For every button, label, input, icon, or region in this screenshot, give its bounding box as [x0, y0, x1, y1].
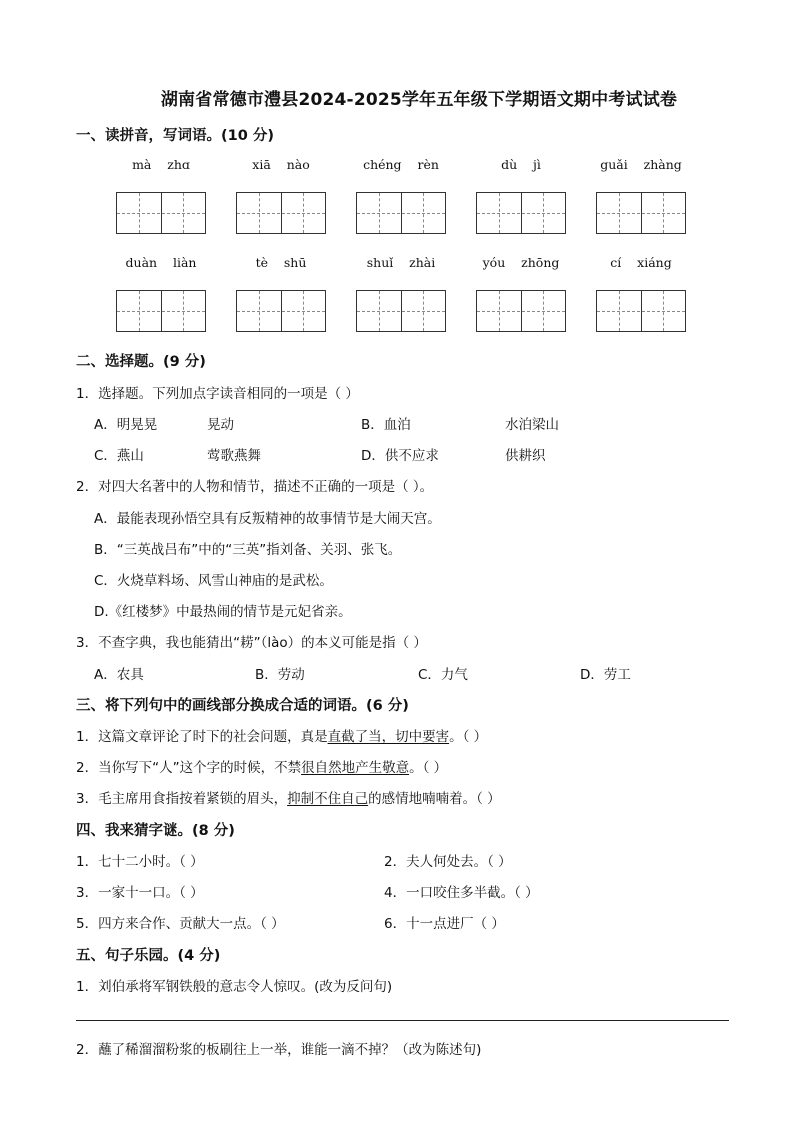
q2-1-stem: 1．选择题。下列加点字读音相同的一项是（ ）: [76, 386, 359, 402]
grid-line: [477, 311, 565, 312]
q2-1-option-b1: B．血泊: [361, 417, 411, 433]
pinyin-label: yóu zhōng: [482, 255, 560, 270]
q5-sentence-1: 1．刘伯承将军钢铁般的意志令人惊叹。(改为反问句): [76, 979, 393, 995]
page-title: 湖南省常德市澧县2024-2025学年五年级下学期语文期中考试试卷: [160, 90, 678, 110]
pinyin-label: tè shū: [255, 255, 307, 270]
tianzige-box[interactable]: [476, 192, 566, 234]
riddle-1: 1．七十二小时。（ ）: [76, 854, 204, 870]
q2-2-option-d: D.《红楼梦》中最热闹的情节是元妃省亲。: [94, 604, 352, 620]
section-1-heading: 一、读拼音，写词语。(10 分): [76, 128, 274, 144]
riddle-3: 3．一家十一口。（ ）: [76, 885, 204, 901]
tianzige-box[interactable]: [356, 290, 446, 332]
q5-sentence-2: 2．蘸了稀溜溜粉浆的板刷往上一举，谁能一滴不掉？（改为陈述句): [76, 1042, 482, 1058]
pinyin-label: mà zhɑ: [132, 157, 190, 172]
tianzige-box[interactable]: [236, 290, 326, 332]
grid-line: [117, 213, 205, 214]
answer-line[interactable]: [76, 1020, 729, 1021]
tianzige-box[interactable]: [476, 290, 566, 332]
tianzige-box[interactable]: [116, 290, 206, 332]
tianzige-box[interactable]: [596, 290, 686, 332]
pinyin-label: xiā nào: [252, 157, 310, 172]
pinyin-label: cí xiáng: [610, 255, 672, 270]
grid-line: [477, 213, 565, 214]
q2-2-option-c: C．火烧草料场、风雪山神庙的是武松。: [94, 573, 333, 589]
q2-3-stem: 3．不查字典，我也能猜出“耢”（lào）的本义可能是指（ ）: [76, 635, 427, 651]
grid-line: [237, 311, 325, 312]
grid-line: [117, 311, 205, 312]
q2-1-option-a1: A．明晃晃: [94, 417, 158, 433]
grid-line: [357, 213, 445, 214]
pinyin-label: chéng rèn: [363, 157, 439, 172]
riddle-6: 6．十一点进厂（ ）: [384, 916, 505, 932]
tianzige-box[interactable]: [236, 192, 326, 234]
q2-1-option-d2: 供耕织: [505, 448, 546, 464]
q2-1-option-b2: 水泊梁山: [505, 417, 559, 433]
q2-1-option-c2: 莺歌燕舞: [207, 448, 261, 464]
pinyin-label: duàn liàn: [125, 255, 197, 270]
q3-underlined-3: 抑制不住自己: [287, 791, 369, 807]
section-4-heading: 四、我来猜字谜。(8 分): [76, 823, 235, 839]
q2-1-option-a2: 晃动: [207, 417, 234, 433]
section-5-heading: 五、句子乐园。(4 分): [76, 948, 221, 964]
q3-underlined-2: 很自然地产生敬意: [301, 760, 410, 776]
q2-1-option-d1: D．供不应求: [361, 448, 439, 464]
grid-line: [597, 213, 685, 214]
q3-sentence-3: 3．毛主席用食指按着紧锁的眉头，抑制不住自己的感情地喃喃着。（ ）: [76, 791, 501, 807]
pinyin-label: dù jì: [501, 157, 541, 172]
q2-3-option-d: D．劳工: [580, 667, 631, 683]
section-2-heading: 二、选择题。(9 分): [76, 354, 206, 370]
q2-2-option-b: B．“三英战吕布”中的“三英”指刘备、关羽、张飞。: [94, 542, 402, 558]
section-3-heading: 三、将下列句中的画线部分换成合适的词语。(6 分): [76, 698, 409, 714]
riddle-4: 4．一口咬住多半截。（ ）: [384, 885, 539, 901]
tianzige-box[interactable]: [116, 192, 206, 234]
q2-3-option-c: C．力气: [418, 667, 468, 683]
q2-2-option-a: A．最能表现孙悟空具有反叛精神的故事情节是大闹天宫。: [94, 511, 441, 527]
riddle-5: 5．四方来合作、贡献大一点。（ ）: [76, 916, 285, 932]
tianzige-box[interactable]: [596, 192, 686, 234]
grid-line: [597, 311, 685, 312]
q2-3-option-b: B．劳动: [255, 667, 305, 683]
q2-3-option-a: A．农具: [94, 667, 144, 683]
pinyin-label: shuǐ zhài: [366, 255, 436, 270]
grid-line: [237, 213, 325, 214]
riddle-2: 2．夫人何处去。（ ）: [384, 854, 512, 870]
q2-2-stem: 2．对四大名著中的人物和情节，描述不正确的一项是（ ）。: [76, 479, 434, 495]
pinyin-label: guǎi zhàng: [600, 157, 682, 172]
q2-1-option-c1: C．燕山: [94, 448, 144, 464]
grid-line: [357, 311, 445, 312]
tianzige-box[interactable]: [356, 192, 446, 234]
q3-sentence-1: 1．这篇文章评论了时下的社会问题，真是直截了当，切中要害。（ ）: [76, 729, 488, 745]
q3-underlined-1: 直截了当，切中要害: [327, 729, 450, 745]
q3-sentence-2: 2．当你写下“人”这个字的时候，不禁很自然地产生敬意。（ ）: [76, 760, 448, 776]
